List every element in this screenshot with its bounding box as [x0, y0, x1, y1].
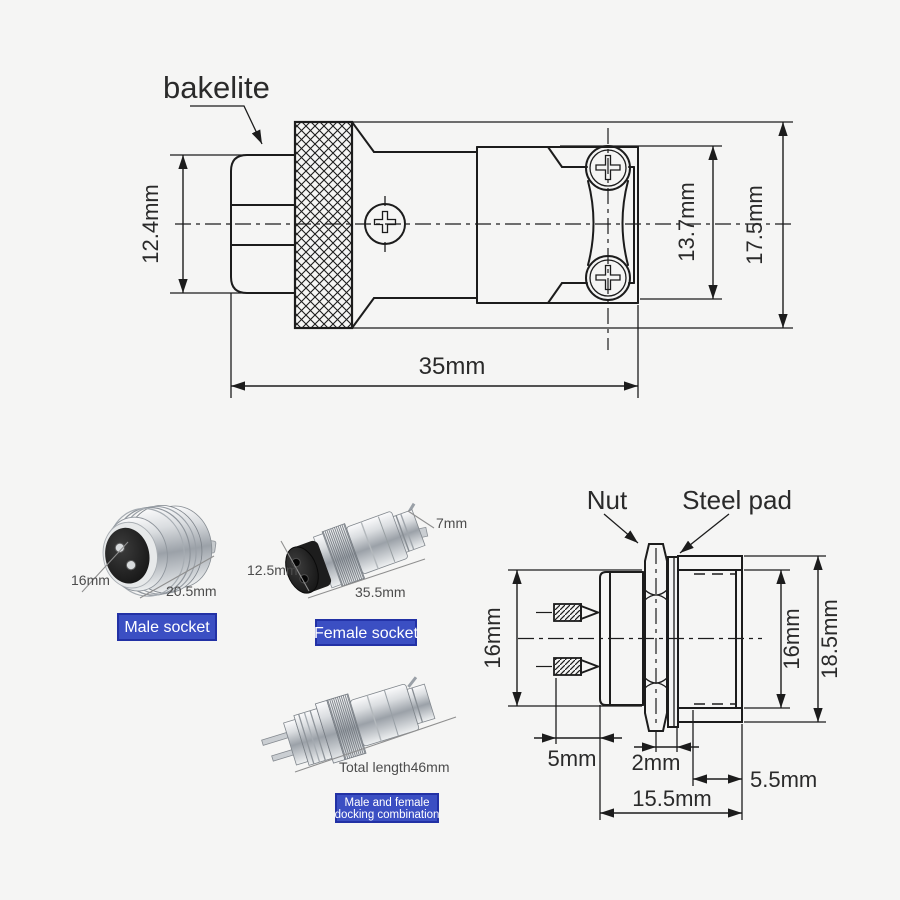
nut: [645, 544, 667, 731]
solder-pin-bottom: [536, 658, 598, 675]
dim-17-5-label: 17.5mm: [742, 185, 767, 265]
top-technical-drawing: [138, 70, 795, 398]
dim-13-7: [560, 146, 722, 299]
panel-dim-15-5: [600, 786, 742, 813]
female-socket-badge-label: Female socket: [313, 625, 419, 642]
panel-dim-2-label: 2mm: [631, 750, 681, 775]
panel-dim-5-label: 5mm: [547, 746, 597, 771]
dim-12-4-label: 12.4mm: [138, 184, 163, 264]
nut-label: Nut: [586, 485, 628, 515]
solder-pin-top: [536, 604, 598, 621]
male-socket-badge-label: Male socket: [124, 619, 210, 636]
dim-35-label: 35mm: [418, 353, 486, 380]
panel-dim-5-5-label: 5.5mm: [750, 767, 818, 792]
panel-dim-2: [632, 727, 699, 775]
panel-dim-15-5-label: 15.5mm: [632, 786, 712, 811]
docking-photo: [256, 672, 456, 822]
docking-total-length-label: Total length46mm: [339, 759, 450, 775]
female-dim-12-5-label: 12.5mm: [247, 562, 298, 578]
bakelite-label: bakelite: [163, 70, 270, 105]
female-dim-35-5-label: 35.5mm: [355, 584, 406, 600]
docking-badge-line2: docking combination: [334, 809, 440, 821]
dim-35: [231, 293, 638, 398]
knurled-ring: [295, 122, 352, 328]
female-socket-photo: [247, 498, 467, 645]
male-dim-16-label: 16mm: [71, 572, 110, 588]
docking-badge-line1: Male and female: [344, 797, 430, 809]
steel-pad-label: Steel pad: [682, 485, 792, 515]
dim-13-7-label: 13.7mm: [674, 182, 699, 262]
female-dim-7-label: 7mm: [436, 515, 468, 531]
panel-dim-16-left-label: 16mm: [480, 607, 505, 669]
panel-dim-18-5-label: 18.5mm: [817, 599, 842, 679]
male-dim-20-5-label: 20.5mm: [166, 583, 217, 599]
panel-dim-5: [534, 678, 622, 820]
male-socket-photo: [71, 497, 224, 640]
panel-dim-16-right-label: 16mm: [779, 608, 804, 670]
dim-17-5: [295, 122, 793, 328]
steel-pad: [668, 557, 678, 727]
panel-mount-drawing: [480, 485, 842, 820]
